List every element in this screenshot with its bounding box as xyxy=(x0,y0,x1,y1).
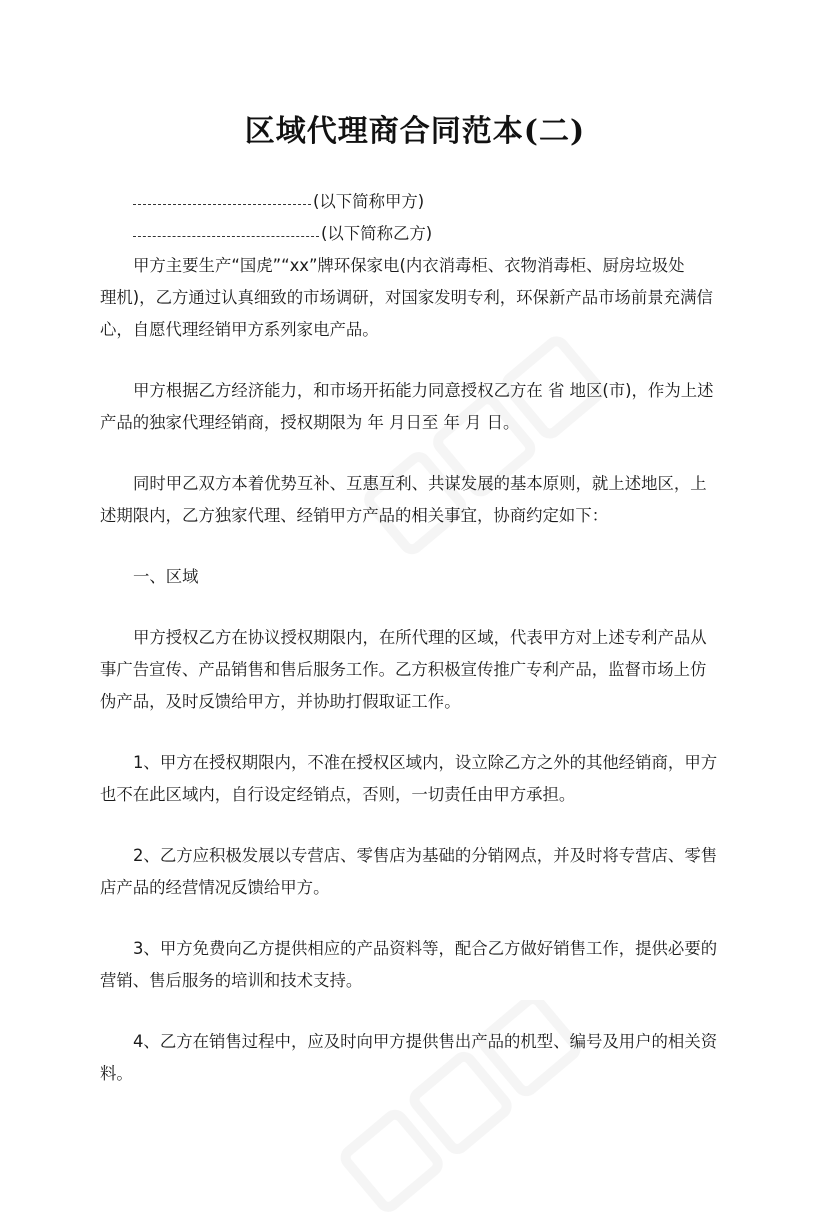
paragraph-line: 甲方根据乙方经济能力，和市场开拓能力同意授权乙方在 省 地区(市)，作为上述 xyxy=(133,381,714,400)
paragraph-gap xyxy=(100,593,740,622)
party-b-blank xyxy=(133,235,319,237)
paragraph-gap xyxy=(100,718,740,747)
paragraph-gap xyxy=(100,346,740,375)
document-body xyxy=(100,186,740,1090)
party-b-suffix: (以下简称乙方) xyxy=(321,224,433,243)
paragraph-gap xyxy=(100,439,740,468)
paragraph-gap xyxy=(100,811,740,840)
party-a-blank xyxy=(133,203,311,205)
section-heading: 一、区域 xyxy=(133,567,199,586)
paragraph-line: 甲方授权乙方在协议授权期限内，在所代理的区域，代表甲方对上述专利产品从 xyxy=(133,628,707,647)
paragraph-gap xyxy=(100,997,740,1026)
paragraph-gap xyxy=(100,532,740,561)
clause-line: 3、甲方免费向乙方提供相应的产品资料等，配合乙方做好销售工作，提供必要的 xyxy=(133,939,718,958)
party-a-line xyxy=(100,186,740,218)
clause-line: 1、甲方在授权期限内，不准在授权区域内，设立除乙方之外的其他经销商，甲方 xyxy=(133,753,718,772)
paragraph-line: 述期限内，乙方独家代理、经销甲方产品的相关事宜，协商约定如下： xyxy=(100,506,609,525)
party-a-suffix: (以下简称甲方) xyxy=(313,192,425,211)
paragraph-line: 事广告宣传、产品销售和售后服务工作。乙方积极宣传推广专利产品，监督市场上仿 xyxy=(100,660,707,679)
party-b-line xyxy=(100,218,740,250)
paragraph-line: 心，自愿代理经销甲方系列家电产品。 xyxy=(100,320,379,339)
paragraph-line: 伪产品，及时反馈给甲方，并协助打假取证工作。 xyxy=(100,692,461,711)
clause-line: 4、乙方在销售过程中，应及时向甲方提供售出产品的机型、编号及用户的相关资 xyxy=(133,1032,718,1051)
document-title: 区域代理商合同范本(二) xyxy=(244,114,586,149)
clause-line: 2、乙方应积极发展以专营店、零售店为基础的分销网点，并及时将专营店、零售 xyxy=(133,846,718,865)
paragraph-line: 理机)，乙方通过认真细致的市场调研，对国家发明专利，环保新产品市场前景充满信 xyxy=(100,288,713,307)
paragraph-gap xyxy=(100,904,740,933)
clause-line: 也不在此区域内，自行设定经销点，否则，一切责任由甲方承担。 xyxy=(100,785,576,804)
clause-line: 营销、售后服务的培训和技术支持。 xyxy=(100,971,363,990)
paragraph-line: 产品的独家代理经销商，授权期限为 年 月日至 年 月 日。 xyxy=(100,413,520,432)
paragraph-line: 甲方主要生产“国虎”“xx”牌环保家电(内衣消毒柜、衣物消毒柜、厨房垃圾处 xyxy=(133,256,685,275)
paragraph-line: 同时甲乙双方本着优势互补、互惠互利、共谋发展的基本原则，就上述地区，上 xyxy=(133,474,707,493)
clause-line: 店产品的经营情况反馈给甲方。 xyxy=(100,878,330,897)
clause-line: 料。 xyxy=(100,1064,133,1083)
